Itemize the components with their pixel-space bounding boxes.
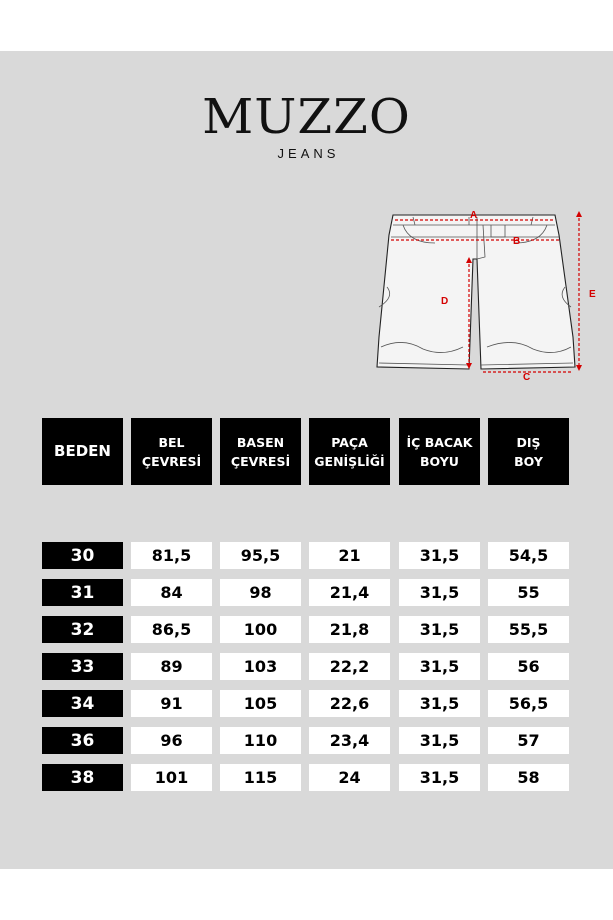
cell-bel-cevresi: 86,5	[131, 616, 212, 643]
size-cell: 32	[42, 616, 123, 643]
header-text: BOY	[514, 453, 543, 469]
cell-dis-boy: 55,5	[488, 616, 569, 643]
cell-basen-cevresi: 100	[220, 616, 301, 643]
cell-basen-cevresi: 110	[220, 727, 301, 754]
cell-paca-genisligi: 21,8	[309, 616, 390, 643]
header-text: BOYU	[420, 453, 459, 469]
cell-basen-cevresi: 103	[220, 653, 301, 680]
header-text: GENİŞLİĞİ	[314, 453, 385, 469]
background-panel	[0, 51, 613, 869]
cell-bel-cevresi: 84	[131, 579, 212, 606]
cell-dis-boy: 56,5	[488, 690, 569, 717]
size-cell: 36	[42, 727, 123, 754]
cell-bel-cevresi: 101	[131, 764, 212, 791]
cell-bel-cevresi: 89	[131, 653, 212, 680]
cell-dis-boy: 54,5	[488, 542, 569, 569]
cell-paca-genisligi: 22,6	[309, 690, 390, 717]
size-cell: 30	[42, 542, 123, 569]
cell-ic-bacak-boyu: 31,5	[399, 690, 480, 717]
header-beden	[42, 418, 123, 485]
cell-paca-genisligi: 21	[309, 542, 390, 569]
header-dis-boy	[488, 418, 569, 485]
cell-ic-bacak-boyu: 31,5	[399, 542, 480, 569]
header-text: ÇEVRESİ	[230, 453, 291, 469]
label-e: E	[589, 289, 596, 300]
cell-basen-cevresi: 115	[220, 764, 301, 791]
header-text: PAÇA	[331, 434, 368, 450]
size-cell: 34	[42, 690, 123, 717]
cell-paca-genisligi: 23,4	[309, 727, 390, 754]
cell-basen-cevresi: 95,5	[220, 542, 301, 569]
size-cell: 31	[42, 579, 123, 606]
shorts-measurement-diagram	[373, 207, 605, 385]
label-c: C	[523, 372, 531, 383]
cell-paca-genisligi: 21,4	[309, 579, 390, 606]
label-d: D	[441, 296, 449, 307]
brand-logo	[0, 89, 613, 161]
size-cell: 33	[42, 653, 123, 680]
header-bel-cevresi	[131, 418, 212, 485]
label-a: A	[470, 210, 478, 221]
cell-bel-cevresi: 96	[131, 727, 212, 754]
cell-ic-bacak-boyu: 31,5	[399, 579, 480, 606]
cell-dis-boy: 56	[488, 653, 569, 680]
header-paca-genisligi	[309, 418, 390, 485]
cell-basen-cevresi: 105	[220, 690, 301, 717]
cell-dis-boy: 57	[488, 727, 569, 754]
cell-ic-bacak-boyu: 31,5	[399, 616, 480, 643]
cell-dis-boy: 55	[488, 579, 569, 606]
cell-dis-boy: 58	[488, 764, 569, 791]
cell-basen-cevresi: 98	[220, 579, 301, 606]
brand-subtitle: JEANS	[277, 146, 340, 161]
header-text: BEDEN	[54, 442, 111, 460]
cell-ic-bacak-boyu: 31,5	[399, 764, 480, 791]
cell-bel-cevresi: 81,5	[131, 542, 212, 569]
cell-paca-genisligi: 22,2	[309, 653, 390, 680]
cell-bel-cevresi: 91	[131, 690, 212, 717]
header-text: ÇEVRESİ	[141, 453, 202, 469]
size-cell: 38	[42, 764, 123, 791]
cell-ic-bacak-boyu: 31,5	[399, 727, 480, 754]
cell-ic-bacak-boyu: 31,5	[399, 653, 480, 680]
header-basen-cevresi	[220, 418, 301, 485]
header-text: BASEN	[236, 434, 285, 450]
header-text: İÇ BACAK	[406, 434, 473, 450]
header-text: DIŞ	[516, 434, 541, 450]
label-b: B	[513, 236, 521, 247]
brand-name: MUZZO	[202, 89, 411, 145]
header-text: BEL	[158, 434, 185, 450]
cell-paca-genisligi: 24	[309, 764, 390, 791]
shorts-illustration	[377, 215, 575, 369]
header-ic-bacak-boyu	[399, 418, 480, 485]
